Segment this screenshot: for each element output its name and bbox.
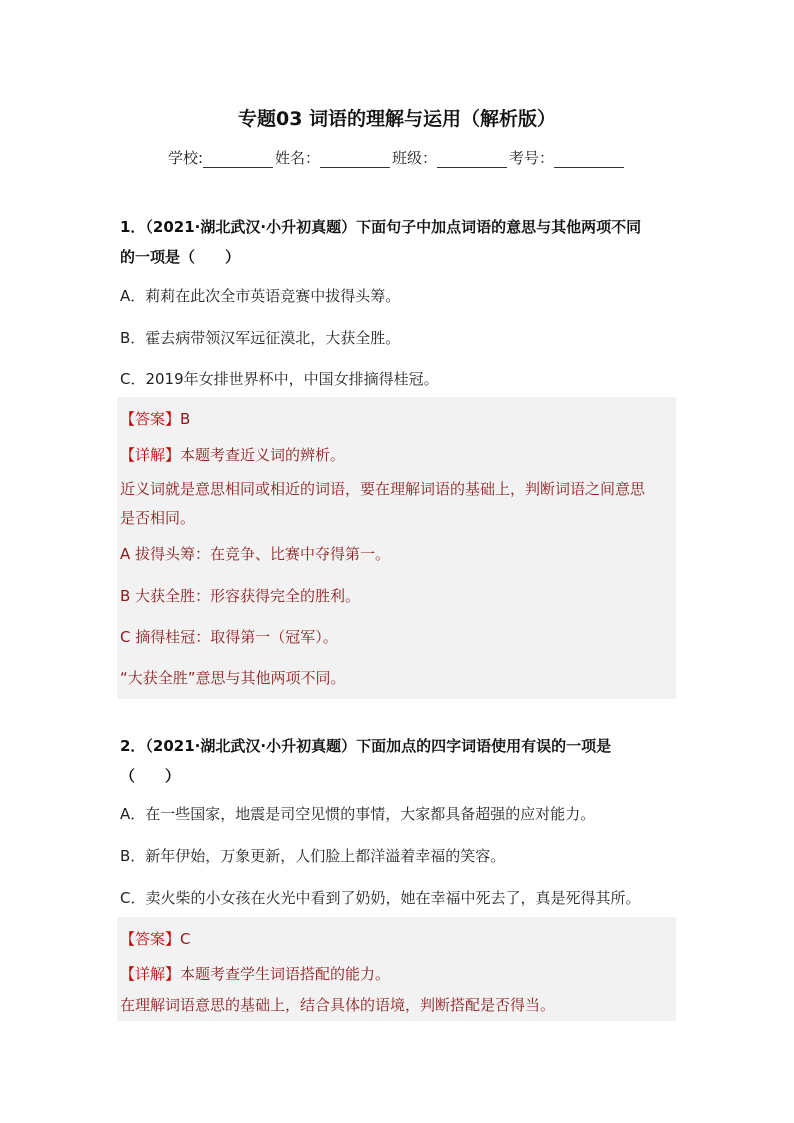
detail-tag: 【详解】 xyxy=(120,446,181,464)
question-1-detail-line: 近义词就是意思相同或相近的词语，要在理解词语的基础上，判断词语之间意思 xyxy=(120,480,646,498)
question-2-answer xyxy=(120,924,680,954)
answer-tag: 【答案】 xyxy=(120,410,181,428)
name-blank[interactable] xyxy=(320,151,390,168)
detail-tag: 【详解】 xyxy=(120,965,181,983)
question-1-detail-line: 是否相同。 xyxy=(120,509,196,527)
answer-value: B xyxy=(180,410,191,428)
detail-first: 本题考查学生词语搭配的能力。 xyxy=(180,965,391,983)
question-2-option-c: C．卖火柴的小女孩在火光中看到了奶奶，她在幸福中死去了，真是死得其所。 xyxy=(120,889,641,907)
number-label: 考号： xyxy=(509,149,555,167)
question-1-detail-line: C 摘得桂冠：取得第一（冠军）。 xyxy=(120,628,338,646)
question-2-detail xyxy=(120,959,680,989)
question-1-detail xyxy=(120,440,680,470)
student-info-fields xyxy=(0,147,794,168)
document-title: 专题03 词语的理解与运用（解析版） xyxy=(237,108,557,130)
answer-value: C xyxy=(180,930,191,948)
question-1-detail-line: B 大获全胜：形容获得完全的胜利。 xyxy=(120,587,361,605)
detail-first: 本题考查近义词的辨析。 xyxy=(180,446,346,464)
question-1-detail-line: “大获全胜”意思与其他两项不同。 xyxy=(120,669,346,687)
answer-tag: 【答案】 xyxy=(120,930,181,948)
question-2-stem-line1: 2．（2021·湖北武汉·小升初真题）下面加点的四字词语使用有误的一项是 xyxy=(120,737,612,755)
question-1-option-a: A．莉莉在此次全市英语竞赛中拔得头筹。 xyxy=(120,287,401,305)
question-1-option-b: B．霍去病带领汉军远征漠北，大获全胜。 xyxy=(120,329,401,347)
question-1-stem-line2: 的一项是（ ） xyxy=(120,248,241,266)
name-label: 姓名： xyxy=(275,149,321,167)
number-blank[interactable] xyxy=(554,151,624,168)
question-2-stem-line2: （ ） xyxy=(120,767,181,785)
question-1-stem xyxy=(120,212,680,272)
school-label: 学校: xyxy=(167,149,203,167)
class-blank[interactable] xyxy=(437,151,507,168)
class-label: 班级： xyxy=(392,149,438,167)
question-1-stem-line1: 1．（2021·湖北武汉·小升初真题）下面句子中加点词语的意思与其他两项不同 xyxy=(120,218,642,236)
question-1-option-c: C．2019年女排世界杯中，中国女排摘得桂冠。 xyxy=(120,370,439,388)
question-2-option-b: B．新年伊始，万象更新，人们脸上都洋溢着幸福的笑容。 xyxy=(120,847,506,865)
school-blank[interactable] xyxy=(203,151,273,168)
question-2-option-a: A．在一些国家，地震是司空见惯的事情，大家都具备超强的应对能力。 xyxy=(120,805,596,823)
question-2-detail-line: 在理解词语意思的基础上，结合具体的语境，判断搭配是否得当。 xyxy=(120,996,556,1014)
question-1-detail-line: A 拔得头筹：在竞争、比赛中夺得第一。 xyxy=(120,545,391,563)
question-1-answer xyxy=(120,404,680,434)
question-2-stem xyxy=(120,731,680,791)
